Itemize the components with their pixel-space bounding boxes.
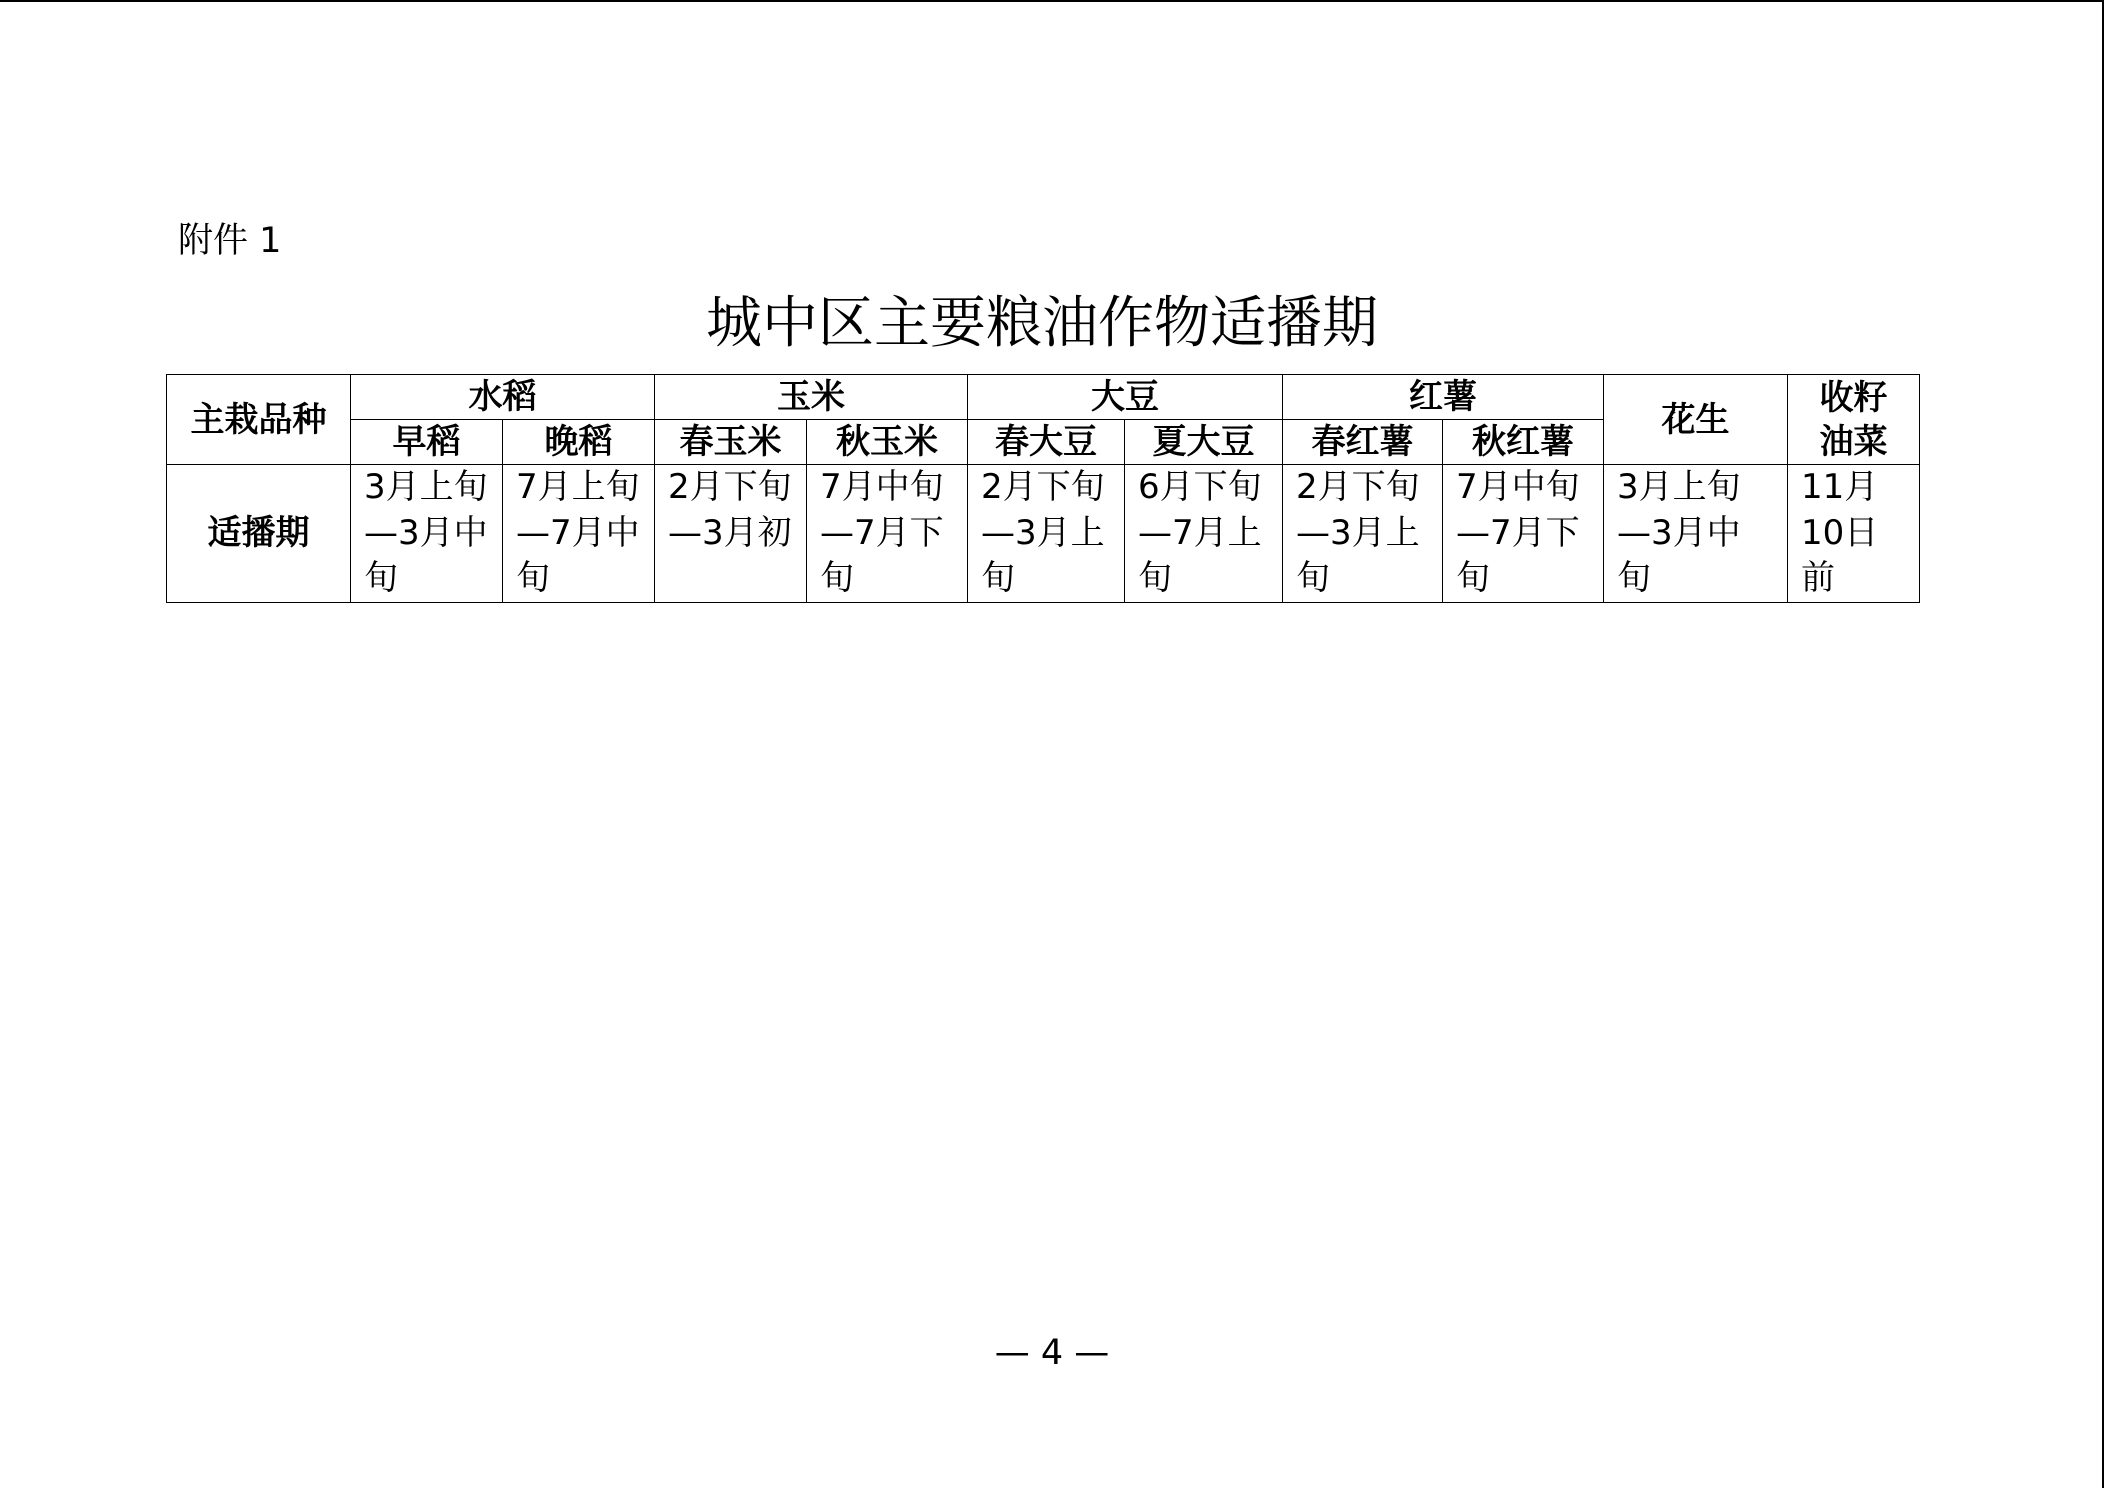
period-cell xyxy=(1283,465,1443,603)
period-line: 旬 xyxy=(1296,558,1330,598)
header-rapeseed-line: 油菜 xyxy=(1819,421,1888,462)
page-number: — 4 — xyxy=(994,1333,1110,1373)
header-peanut: 花生 xyxy=(1604,375,1788,465)
subheader-summer-soybean: 夏大豆 xyxy=(1125,420,1283,465)
period-line: 旬 xyxy=(1617,558,1651,598)
period-line: 6月下旬 xyxy=(1138,467,1262,507)
period-line: 3月上旬 xyxy=(1617,467,1741,507)
period-cell xyxy=(1125,465,1283,603)
row-label: 适播期 xyxy=(167,465,351,603)
header-rapeseed-line: 收籽 xyxy=(1819,377,1888,418)
subheader-spring-sweet-potato: 春红薯 xyxy=(1283,420,1443,465)
period-line: 2月下旬 xyxy=(1296,467,1420,507)
period-line: —7月下 xyxy=(1456,512,1580,553)
period-cell xyxy=(1604,465,1788,603)
subheader-autumn-sweet-potato: 秋红薯 xyxy=(1443,420,1604,465)
period-line: 旬 xyxy=(516,558,550,598)
period-line: 7月中旬 xyxy=(820,467,944,507)
document-title: 城中区主要粮油作物适播期 xyxy=(706,291,1378,356)
header-rapeseed xyxy=(1788,375,1920,465)
period-cell xyxy=(1443,465,1604,603)
period-line: 旬 xyxy=(1456,558,1490,598)
sowing-period-row xyxy=(167,465,1920,603)
corner-header: 主栽品种 xyxy=(167,375,351,465)
period-line: 前 xyxy=(1801,558,1835,598)
period-line: —7月中 xyxy=(516,512,640,553)
period-line: 旬 xyxy=(820,558,854,598)
group-header-soybean: 大豆 xyxy=(968,375,1283,420)
period-line: 旬 xyxy=(1138,558,1172,598)
period-line: 7月上旬 xyxy=(516,467,640,507)
period-cell xyxy=(1788,465,1920,603)
period-line: 7月中旬 xyxy=(1456,467,1580,507)
subheader-spring-corn: 春玉米 xyxy=(655,420,807,465)
sowing-period-table xyxy=(166,374,1920,603)
period-line: 10日 xyxy=(1801,512,1879,553)
period-line: —3月上 xyxy=(981,512,1105,553)
group-header-corn: 玉米 xyxy=(655,375,968,420)
period-line: 3月上旬 xyxy=(364,467,488,507)
header-rapeseed-text xyxy=(1788,376,1919,464)
subheader-spring-soybean: 春大豆 xyxy=(968,420,1125,465)
period-cell xyxy=(968,465,1125,603)
subheader-late-rice: 晚稻 xyxy=(503,420,655,465)
attachment-label: 附件 1 xyxy=(178,221,282,261)
period-line: —3月上 xyxy=(1296,512,1420,553)
period-cell xyxy=(655,465,807,603)
group-header-rice: 水稻 xyxy=(351,375,655,420)
period-line: —7月上 xyxy=(1138,512,1262,553)
period-line: —3月初 xyxy=(668,512,792,553)
period-line: —3月中 xyxy=(364,512,488,553)
period-line: —7月下 xyxy=(820,512,944,553)
period-cell xyxy=(807,465,968,603)
period-cell xyxy=(503,465,655,603)
subheader-autumn-corn: 秋玉米 xyxy=(807,420,968,465)
period-line: 2月下旬 xyxy=(668,467,792,507)
header-row-groups xyxy=(167,375,1920,420)
period-line: 2月下旬 xyxy=(981,467,1105,507)
period-cell xyxy=(351,465,503,603)
group-header-sweet-potato: 红薯 xyxy=(1283,375,1604,420)
period-line: 11月 xyxy=(1801,467,1879,507)
period-line: 旬 xyxy=(364,558,398,598)
period-line: 旬 xyxy=(981,558,1015,598)
page-top-border xyxy=(0,0,2104,2)
subheader-early-rice: 早稻 xyxy=(351,420,503,465)
period-line: —3月中 xyxy=(1617,512,1741,553)
